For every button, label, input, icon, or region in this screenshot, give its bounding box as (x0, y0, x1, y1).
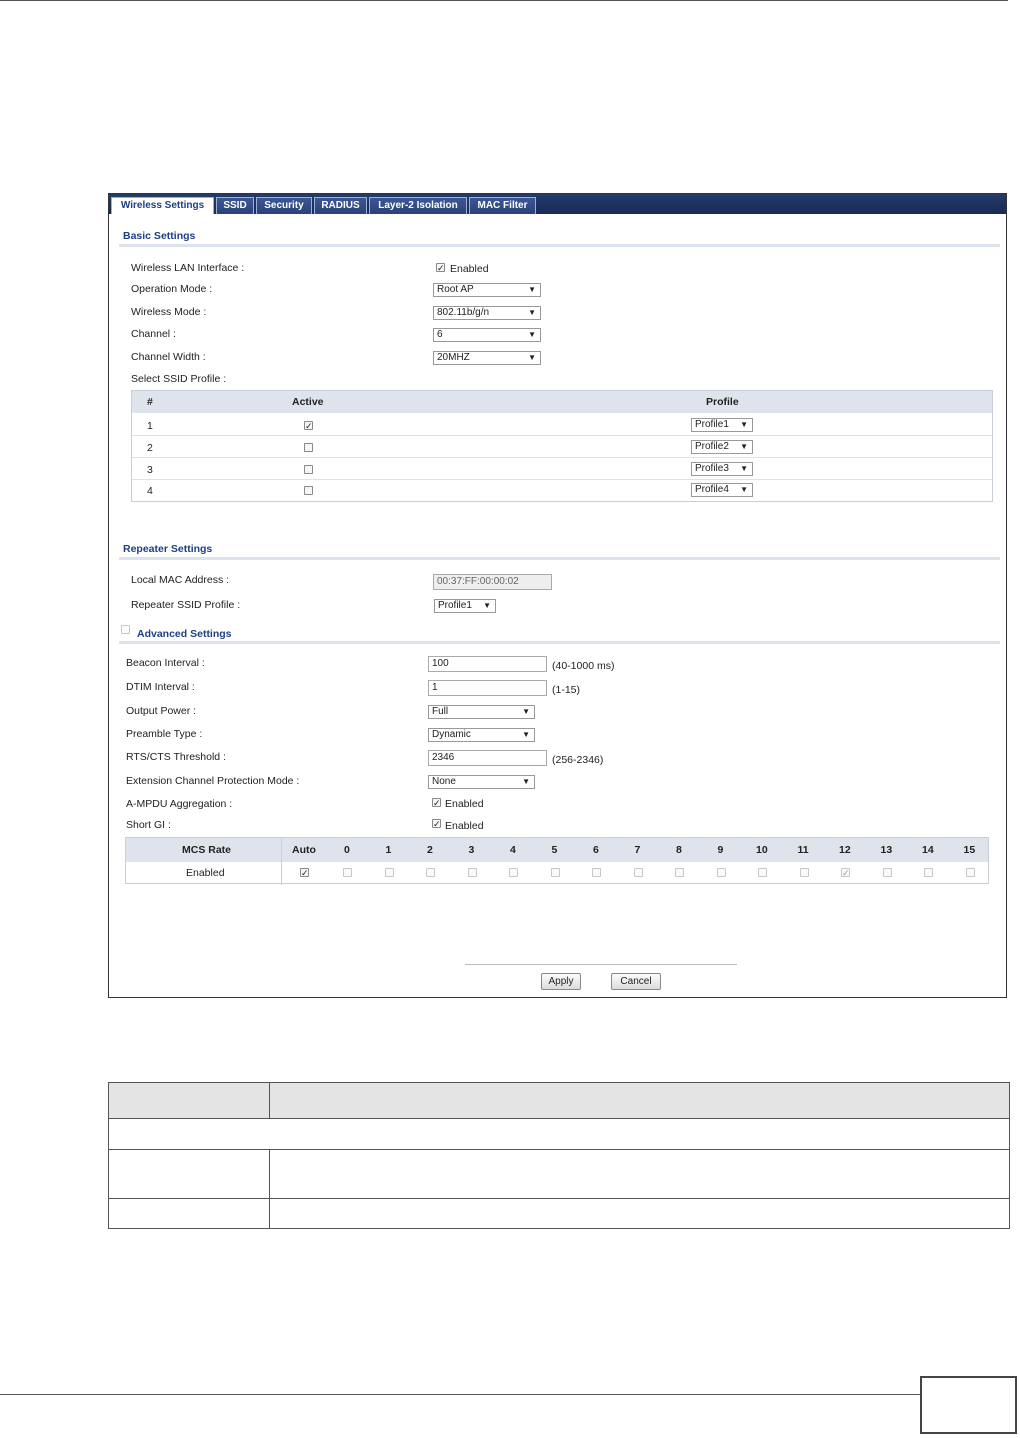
preamble-type-label: Preamble Type : (126, 728, 203, 740)
ssid-row-3-profile-select[interactable] (691, 462, 753, 476)
output-power-select[interactable] (428, 705, 535, 719)
channel-select[interactable] (433, 328, 541, 342)
mcs-rate-11-checkbox[interactable] (800, 868, 809, 877)
row-divider (132, 479, 992, 480)
ampdu-enabled-checkbox[interactable]: ✓ (433, 798, 441, 808)
short-gi-label: Short GI : (126, 819, 171, 831)
repeater-settings-divider (119, 557, 1000, 560)
ssid-table-header (132, 391, 992, 413)
ssid-row-4-profile-select[interactable] (691, 483, 753, 497)
mcs-rate-3-checkbox[interactable] (468, 868, 477, 877)
basic-settings-divider (119, 244, 1000, 247)
channel-value: 6 (437, 329, 443, 340)
wireless-mode-value: 802.11b/g/n (437, 307, 490, 318)
beacon-interval-field[interactable]: 100 (428, 656, 547, 672)
mcs-column-header: 1 (385, 844, 392, 856)
mcs-rate-4-checkbox[interactable] (509, 868, 518, 877)
mcs-column-header: 9 (717, 844, 724, 856)
channel-width-select[interactable] (433, 351, 541, 365)
page-top-rule (0, 0, 1008, 1)
ssid-row-2-number: 2 (147, 442, 153, 454)
select-ssid-profile-label: Select SSID Profile : (131, 373, 227, 385)
description-row-divider (109, 1149, 1009, 1150)
tab-mac-filter[interactable]: MAC Filter (469, 197, 536, 214)
extension-channel-select[interactable] (428, 775, 535, 789)
output-power-value: Full (432, 706, 449, 717)
operation-mode-select[interactable] (433, 283, 541, 297)
header-profile: Profile (706, 396, 739, 408)
mcs-column-header: 10 (756, 844, 768, 856)
row-divider (132, 457, 992, 458)
mcs-rate-15-checkbox[interactable] (966, 868, 975, 877)
mcs-column-header: 12 (839, 844, 851, 856)
mcs-rate-table (125, 837, 989, 884)
description-column-divider (269, 1149, 270, 1229)
tab-wireless-settings[interactable]: Wireless Settings (111, 197, 214, 214)
tab-bar (109, 194, 1006, 214)
short-gi-enabled-checkbox[interactable]: ✓ (433, 819, 441, 829)
rts-cts-hint: (256-2346) (552, 754, 604, 766)
channel-width-label: Channel Width : (131, 351, 206, 363)
dropdown-arrow-icon: ▼ (528, 308, 536, 317)
description-column-divider (269, 1083, 270, 1119)
mcs-rate-1-checkbox[interactable] (385, 868, 394, 877)
ssid-row-3-profile: Profile3 (695, 463, 729, 474)
cancel-button[interactable]: Cancel (611, 973, 661, 990)
header-number: # (147, 396, 153, 408)
mcs-rate-6-checkbox[interactable] (592, 868, 601, 877)
apply-button[interactable]: Apply (541, 973, 581, 990)
ssid-row-2-active-checkbox[interactable] (304, 443, 313, 452)
mcs-column-header: 8 (676, 844, 682, 856)
mcs-rate-14-checkbox[interactable] (924, 868, 933, 877)
dropdown-arrow-icon: ▼ (740, 420, 748, 429)
ampdu-enabled-text: Enabled (445, 798, 484, 810)
description-table (108, 1082, 1010, 1229)
mcs-column-header: 2 (427, 844, 433, 856)
preamble-type-select[interactable] (428, 728, 535, 742)
local-mac-field[interactable]: 00:37:FF:00:00:02 (433, 574, 552, 590)
mcs-rate-0-checkbox[interactable] (343, 868, 352, 877)
mcs-column-header: 4 (510, 844, 516, 856)
wireless-mode-select[interactable] (433, 306, 541, 320)
dropdown-arrow-icon: ▼ (528, 285, 536, 294)
dtim-interval-field[interactable]: 1 (428, 680, 547, 696)
rts-cts-label: RTS/CTS Threshold : (126, 751, 226, 763)
repeater-ssid-profile-value: Profile1 (438, 600, 472, 611)
mcs-rate-8-checkbox[interactable] (675, 868, 684, 877)
mcs-column-header: 14 (922, 844, 934, 856)
beacon-interval-label: Beacon Interval : (126, 657, 205, 669)
tab-ssid[interactable]: SSID (216, 197, 254, 214)
tab-radius[interactable]: RADIUS (314, 197, 367, 214)
short-gi-enabled-text: Enabled (445, 820, 484, 832)
channel-width-value: 20MHZ (437, 352, 470, 363)
beacon-interval-hint: (40-1000 ms) (552, 660, 615, 672)
description-table-header (109, 1083, 1009, 1119)
mcs-auto-checkbox[interactable]: ✓ (301, 868, 309, 878)
dropdown-arrow-icon: ▼ (740, 485, 748, 494)
ampdu-label: A-MPDU Aggregation : (126, 798, 233, 810)
tab-security[interactable]: Security (256, 197, 312, 214)
description-row-divider (109, 1198, 1009, 1199)
mcs-rate-7-checkbox[interactable] (634, 868, 643, 877)
advanced-settings-heading: Advanced Settings (137, 628, 232, 640)
repeater-ssid-profile-label: Repeater SSID Profile : (131, 599, 241, 611)
dropdown-arrow-icon: ▼ (740, 464, 748, 473)
dropdown-arrow-icon: ▼ (528, 330, 536, 339)
mcs-column-header: 3 (468, 844, 475, 856)
mcs-rate-13-checkbox[interactable] (883, 868, 892, 877)
dropdown-arrow-icon: ▼ (740, 442, 748, 451)
ssid-profile-table (131, 390, 993, 502)
repeater-settings-heading: Repeater Settings (123, 543, 213, 555)
ssid-row-1-profile: Profile1 (695, 419, 729, 430)
operation-mode-label: Operation Mode : (131, 283, 213, 295)
header-active: Active (292, 396, 324, 408)
dropdown-arrow-icon: ▼ (522, 707, 530, 716)
wlan-enabled-checkbox[interactable]: ✓ (437, 263, 445, 273)
mcs-rate-2-checkbox[interactable] (426, 868, 435, 877)
mcs-enabled-row-label: Enabled (186, 867, 225, 879)
wireless-mode-label: Wireless Mode : (131, 306, 207, 318)
advanced-settings-divider (119, 641, 1000, 644)
output-power-label: Output Power : (126, 705, 197, 717)
page-number-box (920, 1376, 1017, 1434)
ssid-row-4-active-checkbox[interactable] (304, 486, 313, 495)
extension-channel-label: Extension Channel Protection Mode : (126, 775, 300, 787)
rts-cts-field[interactable]: 2346 (428, 750, 547, 766)
dropdown-arrow-icon: ▼ (483, 601, 491, 610)
wlan-interface-label: Wireless LAN Interface : (131, 262, 245, 274)
row-divider (132, 435, 992, 436)
mcs-column-header: 7 (634, 844, 641, 856)
wlan-enabled-text: Enabled (450, 263, 489, 275)
mcs-rate-10-checkbox[interactable] (758, 868, 767, 877)
mcs-column-header: 5 (551, 844, 558, 856)
dropdown-arrow-icon: ▼ (522, 777, 530, 786)
preamble-type-value: Dynamic (432, 729, 471, 740)
mcs-rate-12-checkbox[interactable]: ✓ (842, 868, 850, 878)
operation-mode-value: Root AP (437, 284, 474, 295)
mcs-column-header: 13 (880, 844, 893, 856)
repeater-ssid-profile-select[interactable] (434, 599, 496, 613)
button-divider (465, 964, 737, 965)
ssid-row-4-profile: Profile4 (695, 484, 729, 495)
mcs-rate-5-checkbox[interactable] (551, 868, 560, 877)
dtim-interval-label: DTIM Interval : (126, 681, 195, 693)
channel-label: Channel : (131, 328, 176, 340)
mcs-column-header: 0 (344, 844, 350, 856)
mcs-column-header: 11 (797, 844, 809, 856)
mcs-rate-9-checkbox[interactable] (717, 868, 726, 877)
dropdown-arrow-icon: ▼ (528, 353, 536, 362)
ssid-row-4-number: 4 (147, 485, 153, 497)
wireless-settings-screenshot (108, 193, 1007, 998)
tab-layer2-isolation[interactable]: Layer-2 Isolation (369, 197, 467, 214)
local-mac-label: Local MAC Address : (131, 574, 230, 586)
mcs-auto-header: Auto (292, 844, 316, 856)
dropdown-arrow-icon: ▼ (522, 730, 530, 739)
mcs-column-header: 15 (963, 844, 976, 856)
ssid-row-1-number: 1 (147, 420, 153, 432)
ssid-row-1-profile-select[interactable] (691, 418, 753, 432)
dtim-interval-hint: (1-15) (552, 684, 581, 696)
mcs-column-header: 6 (593, 844, 599, 856)
page-footer-rule (0, 1394, 920, 1395)
ssid-row-1-active-checkbox[interactable]: ✓ (305, 421, 313, 431)
ssid-row-2-profile: Profile2 (695, 441, 729, 452)
ssid-row-2-profile-select[interactable] (691, 440, 753, 454)
ssid-row-3-active-checkbox[interactable] (304, 465, 313, 474)
mcs-column-divider (281, 838, 282, 885)
extension-channel-value: None (432, 776, 456, 787)
ssid-row-3-number: 3 (147, 464, 153, 476)
mcs-rate-header: MCS Rate (182, 844, 232, 856)
basic-settings-heading: Basic Settings (123, 230, 196, 242)
advanced-settings-toggle[interactable] (121, 625, 130, 634)
